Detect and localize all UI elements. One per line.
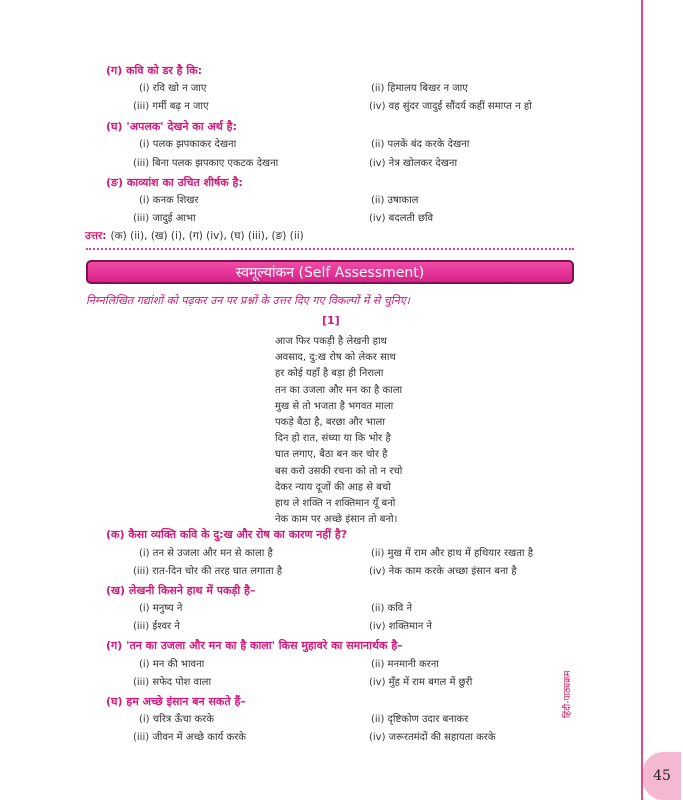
option: (ii) उषाकाल	[371, 195, 419, 206]
poem-line: मुख से तो भजता है भगवत माला	[275, 400, 394, 412]
poem-line: तन का उजला और मन का है काला	[275, 384, 403, 396]
faint-watermark	[100, 350, 245, 380]
question-kh-2: (ख) लेखनी किसने हाथ में पकड़ी है–	[106, 584, 256, 597]
poem-line: घात लगाए, बैठा बन कर चोर है	[275, 449, 388, 461]
option: (iv) मुँह में राम बगल में छुरी	[369, 677, 473, 688]
option: (iii) ईश्वर ने	[133, 621, 180, 632]
question-ng-1: (ङ) काव्यांश का उचित शीर्षक है:	[106, 176, 243, 189]
option: (iii) रात-दिन चोर की तरह घात लगाता है	[133, 566, 283, 577]
option: (i) पलक झपकाकर देखना	[139, 139, 237, 150]
option: (i) मन की भावना	[139, 659, 205, 670]
option: (i) चरित्र ऊँचा करके	[139, 714, 214, 725]
question-g-2: (ग) 'तन का उजला और मन का है काला' किस मुहावरे का समानार्थक है–	[106, 639, 403, 652]
option: (iii) सफेद पोश वाला	[133, 677, 212, 688]
poem-line: देकर न्याय दूजों की आह से बचो	[275, 481, 391, 493]
option: (ii) कवि ने	[371, 603, 413, 614]
option: (iv) बदलती छवि	[369, 213, 434, 224]
section-banner: स्वमूल्यांकन (Self Assessment)	[86, 260, 574, 284]
option: (ii) पलकें बंद करके देखना	[371, 139, 470, 150]
instruction: निम्नलिखित गद्यांशों को पढ़कर उन पर प्रश्नों के उत्तर दिए गए विकल्पों में से चुनिए।	[86, 294, 410, 307]
question-gh-1: (घ) 'अपलक' देखने का अर्थ है:	[106, 120, 237, 133]
divider	[86, 248, 574, 252]
poem-line: नेक काम पर अच्छे इंसान तो बनो।	[275, 514, 398, 526]
poem-line: अवसाद, दु:ख रोष को लेकर साथ	[275, 352, 396, 364]
margin-rule	[641, 0, 643, 800]
option: (ii) मनमानी करना	[371, 659, 439, 670]
poem-line: हाथ ले शक्ति न शक्तिमान यूँ बनो	[275, 498, 396, 510]
option: (iii) जादुई आभा	[133, 213, 196, 224]
poem	[275, 334, 402, 528]
poem-line: बस करो उसकी रचना को तो न रचो	[275, 465, 403, 477]
option: (iv) वह सुंदर जादुई सौंदर्य कहीं समाप्त न हो	[369, 101, 532, 112]
option: (iv) नेत्र खोलकर देखना	[369, 158, 458, 169]
option: (ii) मुख में राम और हाथ में हथियार रखता है	[371, 548, 533, 559]
answer-label: उत्तर:	[85, 230, 107, 242]
passage-number: [1]	[322, 314, 340, 327]
question-gh-2: (घ) हम अच्छे इंसान बन सकते हैं–	[106, 695, 246, 708]
option: (iii) जीवन में अच्छे कार्य करके	[133, 732, 246, 743]
side-tab	[645, 0, 683, 800]
page-number: 45	[643, 752, 681, 800]
question-k-2: (क) कैसा व्यक्ति कवि के दु:ख और रोष का कारण नहीं है?	[106, 528, 348, 541]
option: (iv) शक्तिमान ने	[369, 621, 432, 632]
option: (iii) गर्मी बढ़ न जाए	[133, 101, 209, 112]
option: (i) मनुष्य ने	[139, 603, 183, 614]
poem-line: हर कोई यहाँ है बड़ा ही निराला	[275, 368, 384, 380]
option: (i) कनक शिखर	[139, 195, 199, 206]
option: (ii) हिमालय बिखर न जाए	[371, 83, 468, 94]
answer-line	[85, 229, 304, 243]
poem-line: दिन हो रात, संध्या या कि भोर है	[275, 433, 391, 445]
option: (i) रवि खो न जाए	[139, 83, 207, 94]
option: (iii) बिना पलक झपकाए एकटक देखना	[133, 158, 279, 169]
option: (iv) नेक काम करके अच्छा इंसान बना है	[369, 566, 517, 577]
poem-line: आज फिर पकड़ी है लेखनी हाथ	[275, 336, 387, 347]
side-label: हिंदी-पाठ्यक्रम	[563, 670, 573, 718]
poem-line: पकड़े बैठा है, बरछा और भाला	[275, 417, 385, 429]
option: (iv) जरूरतमंदों की सहायता करके	[369, 732, 496, 743]
question-g-1: (ग) कवि को डर है कि:	[106, 64, 203, 77]
option: (ii) दृष्टिकोण उदार बनाकर	[371, 714, 469, 725]
answer-text: (क) (ii), (ख) (i), (ग) (iv), (घ) (iii), (ङ) (ii)	[110, 230, 304, 242]
option: (i) तन से उजला और मन से काला है	[139, 548, 273, 559]
